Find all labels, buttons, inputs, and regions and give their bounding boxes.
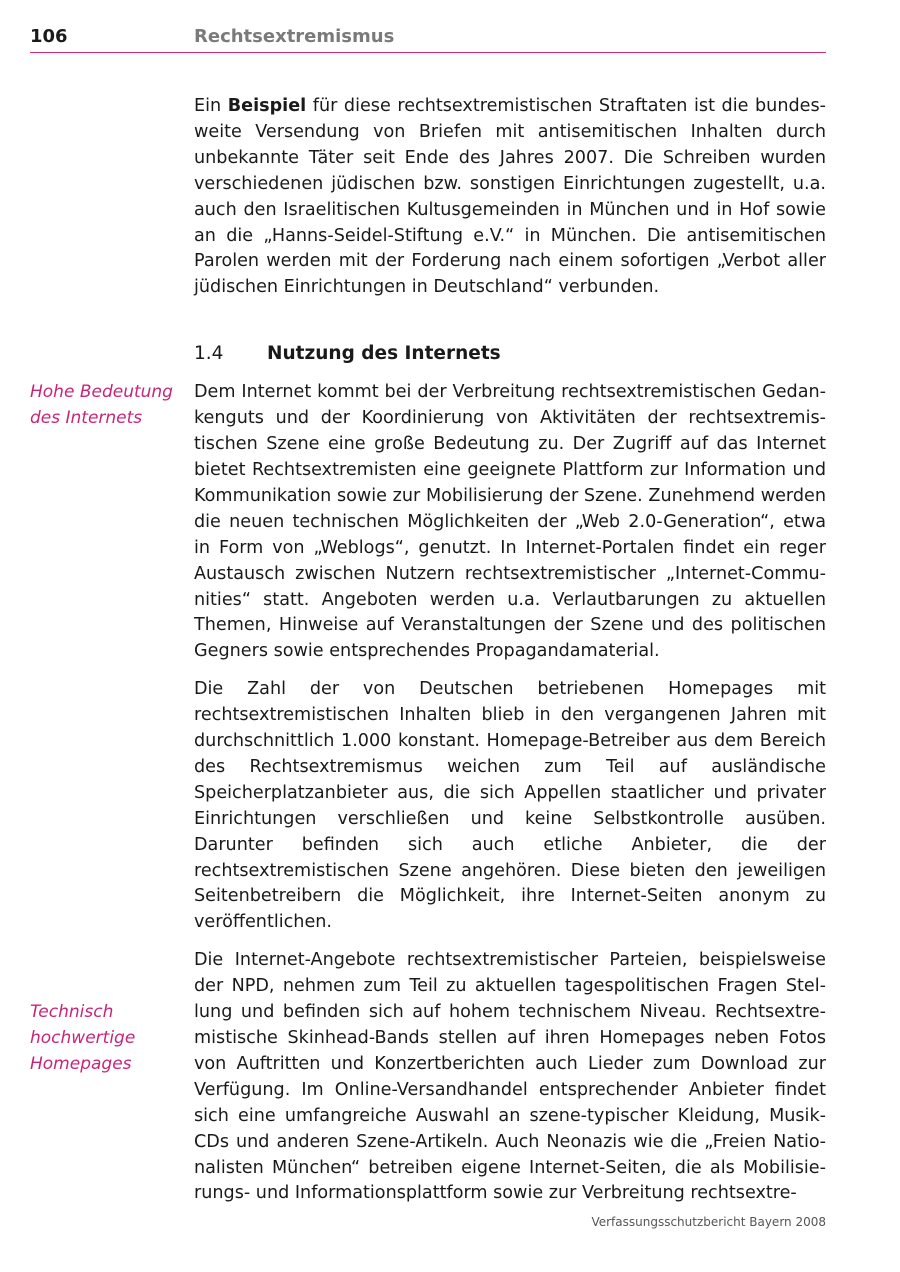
paragraph-homepages: Die Zahl der von Deutschen betriebenen Homepages mit rechtsextremistischen Inhalten blieb in den vergangenen Jahren mit durchschnittlich 1.000 konstant. Homepage-Betreiber aus dem Bereich des Rechtsextremismus weichen zum Teil auf ausländische Speicherplatzanbieter aus, die sich Appellen staatlicher und privater Einrichtungen verschließen und keine Selbstkontrolle ausüben. Darunter befinden sich auch etliche Anbieter, die der rechtsextremistischen Szene angehören. Diese bieten den jeweiligen Seitenbetreibern die Möglichkeit, ihre Internet-Seiten anonym zu veröffentlichen. — [194, 679, 826, 933]
section-number: 1.4 — [194, 343, 224, 365]
paragraph-internet-offers: Die Internet-Angebote rechtsextremistischer Parteien, beispielsweise der NPD, nehmen zum Teil zu aktuellen tagespolitischen Fragen Stellung und befinden sich auf hohem technischem Niveau. Rechtsextremistische Skinhead-Bands stellen auf ihren Homepages neben Fotos von Auftritten und Konzertberichten auch Lieder zum Download zur Verfügung. Im Online-Versandhandel entsprechender Anbieter findet sich eine umfangreiche Auswahl an szene-typischer Kleidung, Musik-CDs und anderen Szene-Artikeln. Auch Neonazis wie die „Freien Nationalisten München“ betreiben eigene Internet-Seiten, die als Mobilisierungs- und Informationsplattform sowie zur Verbreitung rechtsextre- — [194, 950, 826, 1204]
page-header — [30, 26, 826, 53]
paragraph-example — [194, 94, 826, 301]
page-number: 106 — [30, 26, 68, 47]
margin-note-line: hochwertige — [30, 1027, 136, 1048]
margin-note-line: Hohe Bedeutung — [30, 382, 173, 402]
section-heading — [194, 341, 826, 367]
margin-note-internet — [30, 380, 180, 432]
margin-note-line: des Internets — [30, 407, 143, 428]
page-footer: Verfassungsschutzbericht Bayern 2008 — [591, 1215, 826, 1229]
running-title: Rechtsextremismus — [194, 26, 395, 47]
margin-note-line: Technisch — [30, 1002, 114, 1022]
emphasis-beispiel: Beispiel — [227, 96, 307, 116]
paragraph-gap — [194, 936, 826, 948]
paragraph-rest: für diese rechtsextremistischen Straftaten ist die bundesweite Versendung von Briefen mit antisemitischen Inhalten durch unbekannte Täter seit Ende des Jahres 2007. Die Schreiben wurden verschiedenen jüdischen bzw. sonstigen Einrichtungen zugestellt, u.a. auch den Israelitischen Kultusgemeinden in München und in Hof sowie an die „Hanns-Seidel-Stiftung e.V.“ in München. Die antisemitischen Parolen werden mit der Forderung nach einem sofortigen „Verbot aller jüdischen Einrichtungen in Deutschland“ verbunden. — [194, 96, 826, 298]
margin-note-homepages — [30, 1000, 180, 1078]
paragraph-internet-importance: Dem Internet kommt bei der Verbreitung rechtsextremistischen Gedankenguts und der Koordinierung von Aktivitäten der rechtsextremistischen Szene eine große Bedeutung zu. Der Zugriff auf das Internet bietet Rechtsextremisten eine geeignete Plattform zur Information und Kommunikation sowie zur Mobilisierung der Szene. Zunehmend werden die neuen technischen Möglichkeiten der „Web 2.0-Generation“, etwa in Form von „Weblogs“, genutzt. In Internet-Portalen findet ein reger Austausch zwischen Nutzern rechtsextremistischer „Internet-Communities“ statt. Angeboten werden u.a. Verlautbarungen zu aktuellen Themen, Hinweise auf Veranstaltungen der Szene und des politischen Gegners sowie entsprechendes Propagandamaterial. — [194, 382, 826, 662]
section-title: Nutzung des Internets — [267, 343, 501, 365]
margin-note-line: Homepages — [30, 1053, 132, 1074]
paragraph-gap — [194, 665, 826, 677]
paragraph-lead: Ein — [194, 96, 228, 116]
main-text — [194, 94, 826, 1207]
